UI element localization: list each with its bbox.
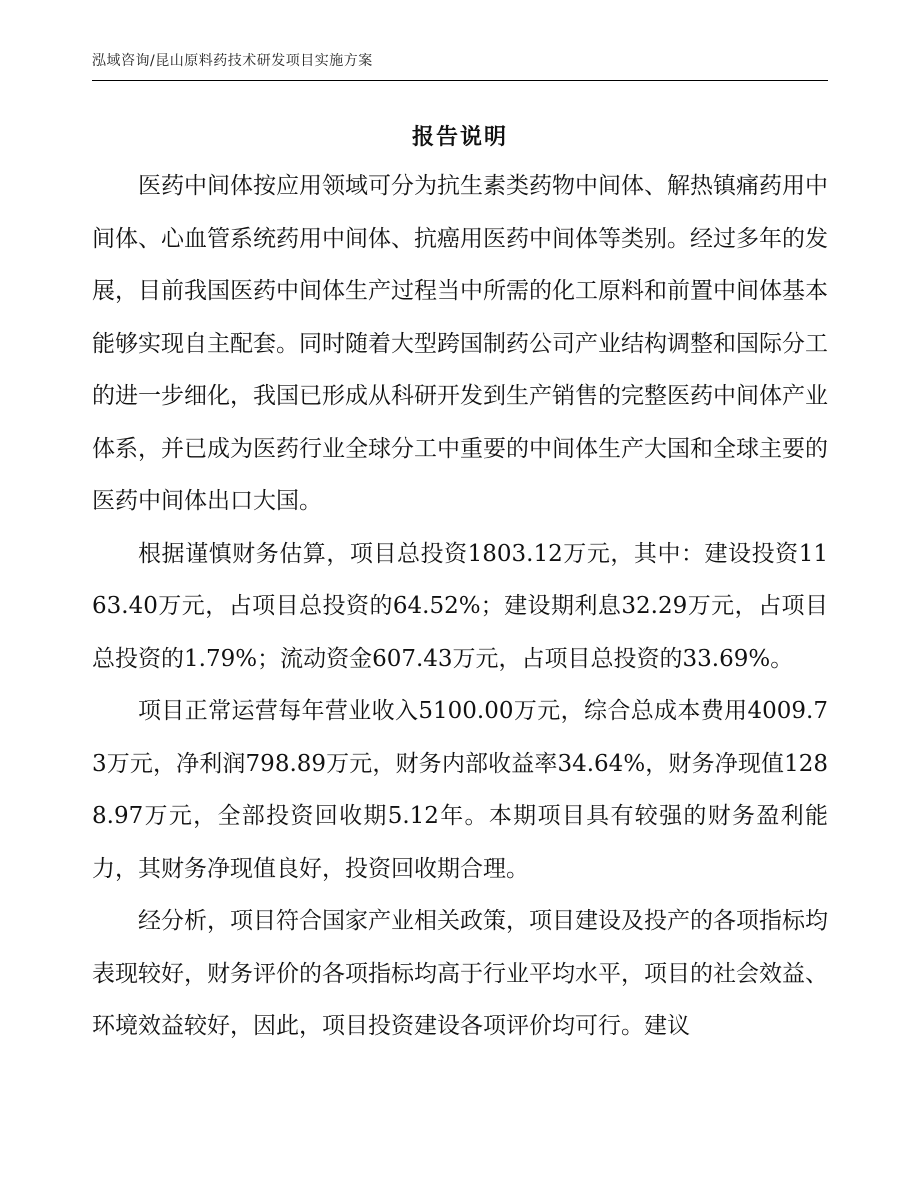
paragraph-revenue: 项目正常运营每年营业收入5100.00万元，综合总成本费用4009.73万元，净利润798.89万元，财务内部收益率34.64%，财务净现值1288.97万元，全部投资回收期5.12年。本期项目具有较强的财务盈利能力，其财务净现值良好，投资回收期合理。 bbox=[92, 698, 828, 882]
paragraph-overview: 医药中间体按应用领域可分为抗生素类药物中间体、解热镇痛药用中间体、心血管系统药用中间体、抗癌用医药中间体等类别。经过多年的发展，目前我国医药中间体生产过程当中所需的化工原料和前置中间体基本能够实现自主配套。同时随着大型跨国制药公司产业结构调整和国际分工的进一步细化，我国已形成从科研开发到生产销售的完整医药中间体产业体系，并已成为医药行业全球分工中重要的中间体生产大国和全球主要的医药中间体出口大国。 bbox=[92, 173, 828, 514]
page-title: 报告说明 bbox=[411, 125, 508, 150]
paragraph-conclusion: 经分析，项目符合国家产业相关政策，项目建设及投产的各项指标均表现较好，财务评价的各项指标均高于行业平均水平，项目的社会效益、环境效益较好，因此，项目投资建设各项评价均可行。建议 bbox=[92, 908, 828, 1039]
report-body bbox=[92, 160, 828, 1053]
paragraph-investment: 根据谨慎财务估算，项目总投资1803.12万元，其中：建设投资1163.40万元，占项目总投资的64.52%；建设期利息32.29万元，占项目总投资的1.79%；流动资金607.43万元，占项目总投资的33.69%。 bbox=[92, 540, 828, 672]
running-header: 泓域咨询/昆山原料药技术研发项目实施方案 bbox=[92, 53, 373, 69]
header-divider bbox=[92, 80, 828, 81]
